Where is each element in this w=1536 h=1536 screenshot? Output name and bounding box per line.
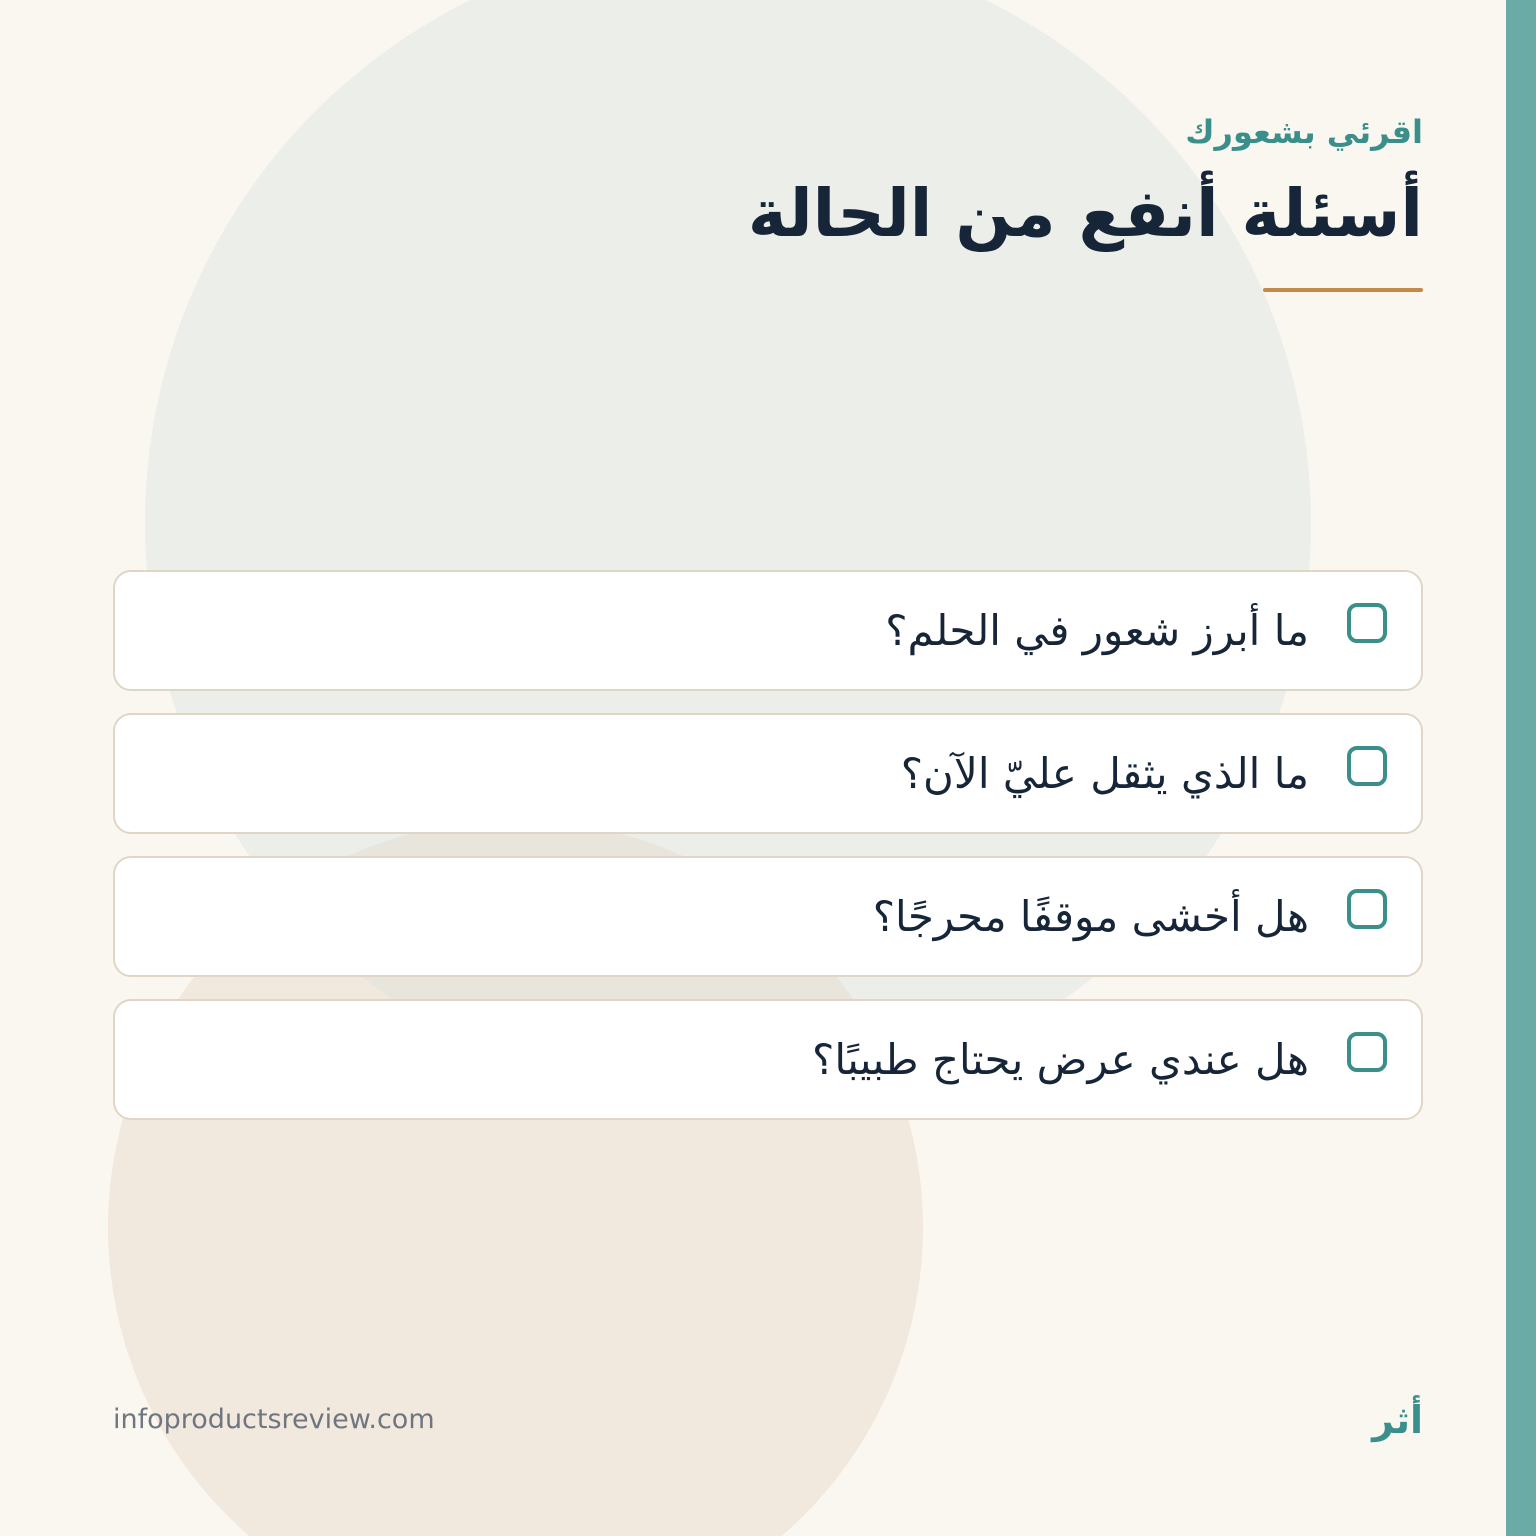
question-checklist — [113, 570, 1423, 1142]
checklist-item[interactable] — [113, 856, 1423, 977]
checklist-item-label: هل أخشى موقفًا محرجًا؟ — [872, 892, 1309, 941]
accent-side-bar — [1506, 0, 1536, 1536]
checklist-item[interactable] — [113, 713, 1423, 834]
checklist-item-label: ما أبرز شعور في الحلم؟ — [885, 606, 1309, 655]
checkbox-icon[interactable] — [1347, 603, 1387, 643]
checklist-item-label: ما الذي يثقل عليّ الآن؟ — [900, 749, 1309, 798]
checkbox-icon[interactable] — [1347, 889, 1387, 929]
brand-logo: أثر — [1372, 1398, 1423, 1442]
checklist-item[interactable] — [113, 570, 1423, 691]
checklist-item-label: هل عندي عرض يحتاج طبيبًا؟ — [812, 1035, 1309, 1084]
checklist-item[interactable] — [113, 999, 1423, 1120]
page-title: أسئلة أنفع من الحالة — [747, 175, 1423, 252]
eyebrow-text: اقرئي بشعورك — [1185, 113, 1423, 151]
title-underline — [1263, 288, 1423, 292]
checkbox-icon[interactable] — [1347, 746, 1387, 786]
checkbox-icon[interactable] — [1347, 1032, 1387, 1072]
footer-url: infoproductsreview.com — [113, 1404, 435, 1435]
header — [748, 108, 1423, 264]
